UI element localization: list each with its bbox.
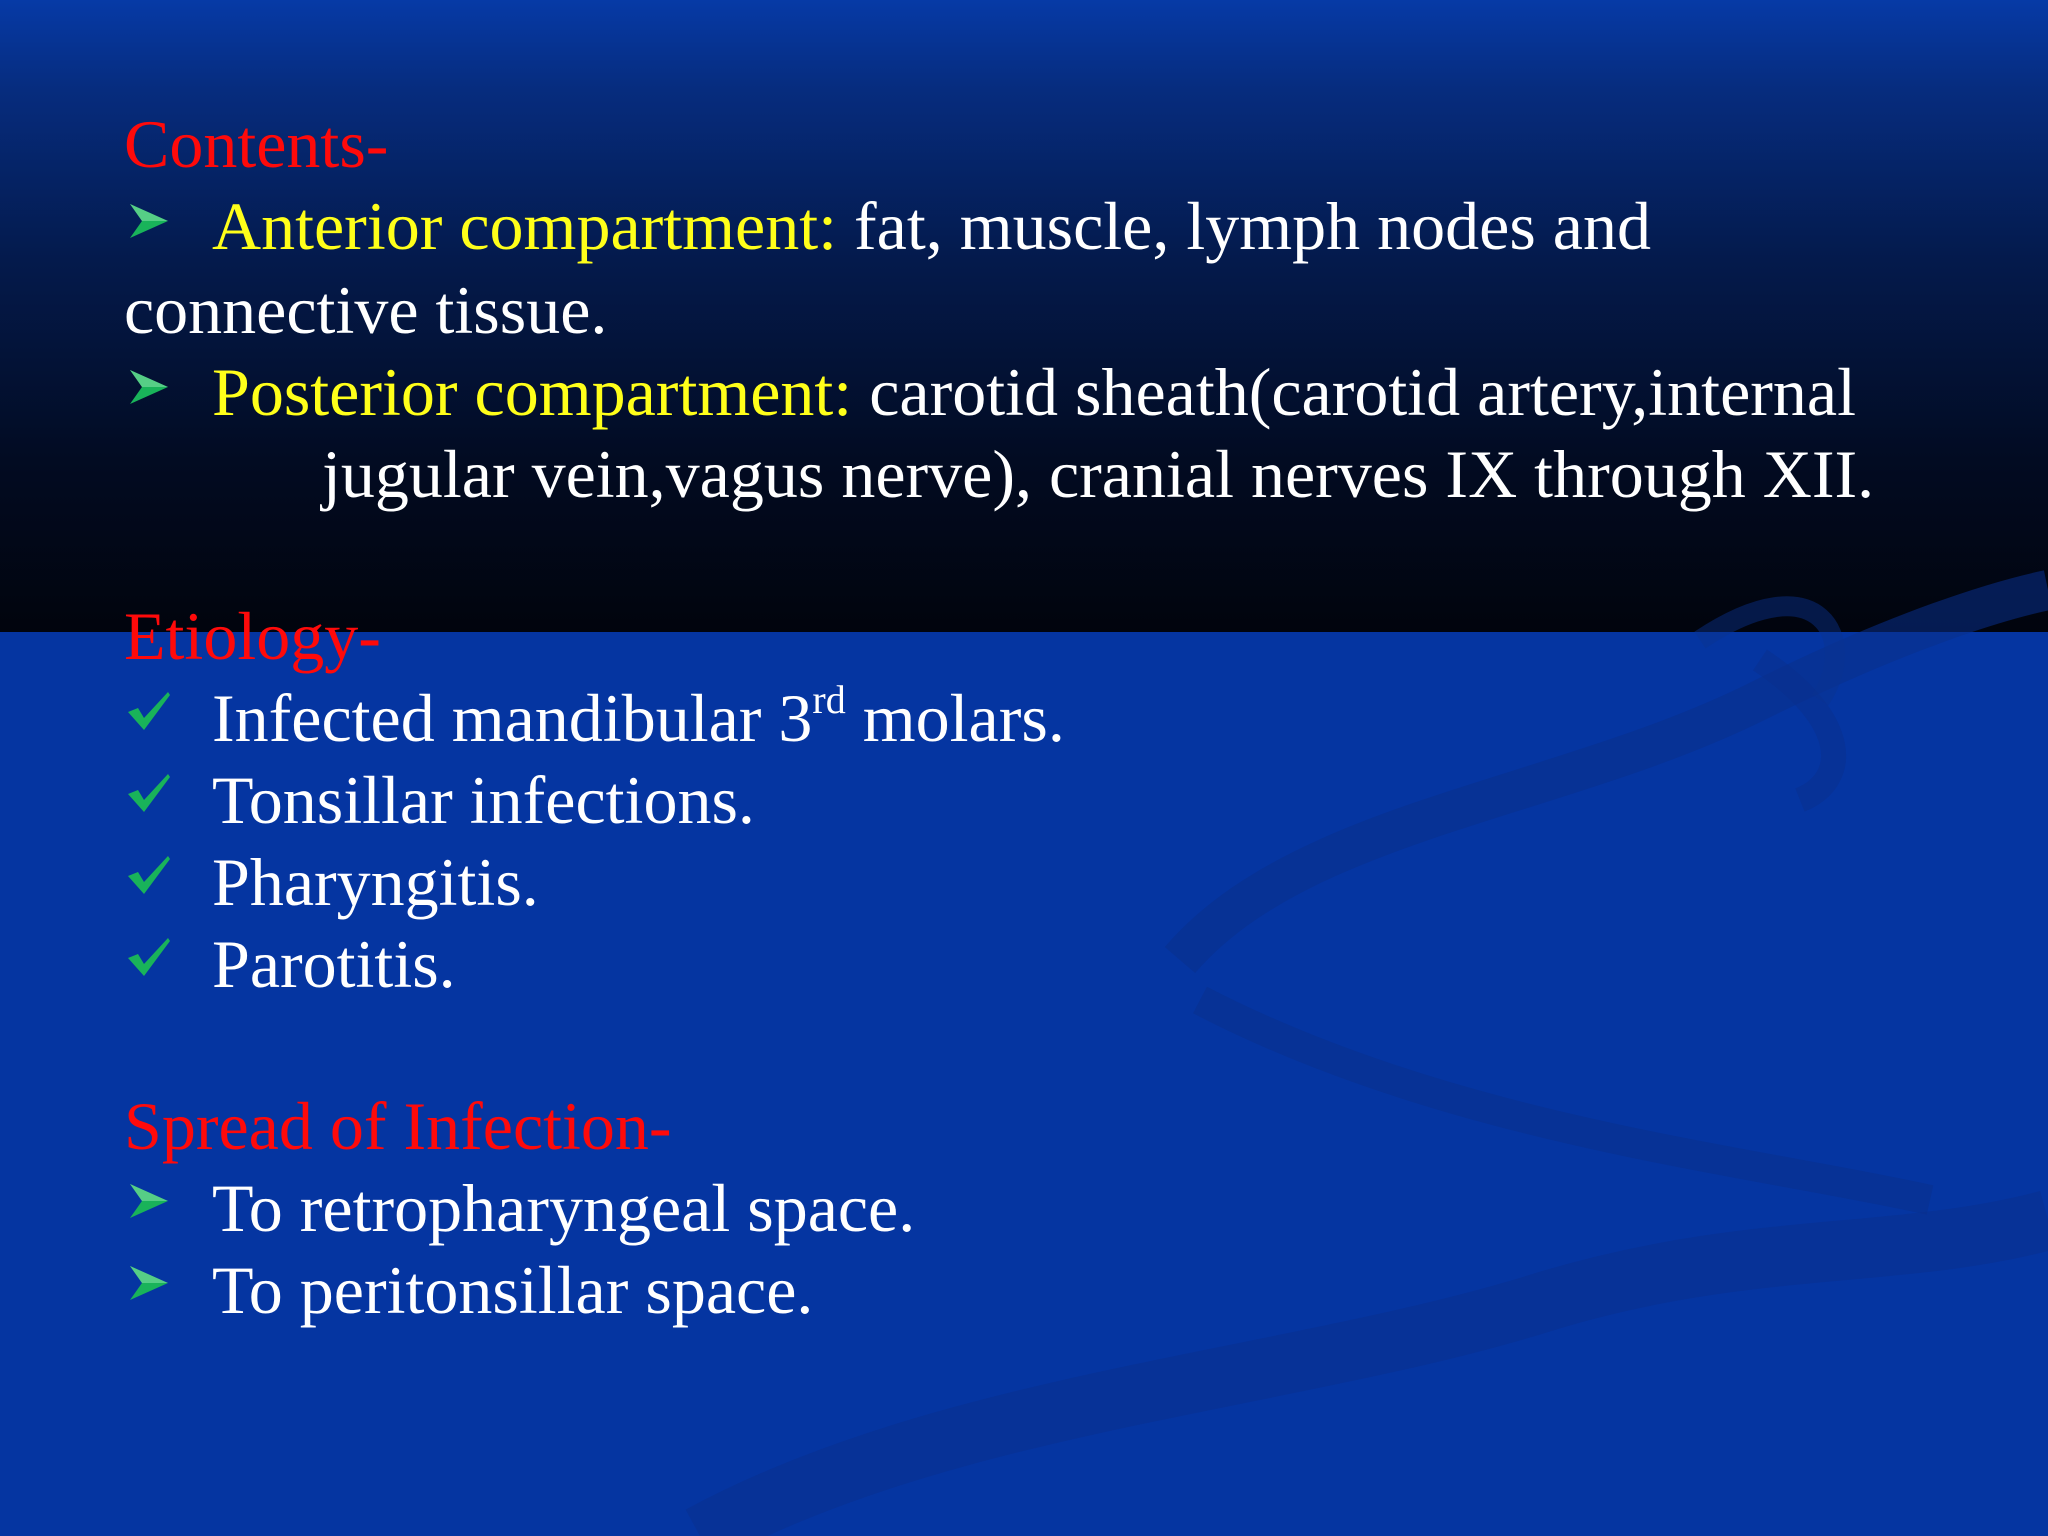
posterior-compartment-label: Posterior compartment: [212, 354, 853, 430]
etiology-item: Parotitis. [212, 926, 456, 1002]
etiology-item [212, 677, 1065, 756]
posterior-compartment-line [212, 354, 1856, 430]
anterior-compartment-text: fat, muscle, lymph nodes and [837, 188, 1651, 264]
etiology-item-text: Infected mandibular 3 [212, 680, 813, 756]
spread-heading: Spread of Infection- [124, 1088, 672, 1164]
checkmark-bullet-icon [124, 686, 174, 736]
arrowhead-bullet-icon [124, 362, 174, 412]
arrowhead-bullet-icon [124, 1176, 174, 1226]
etiology-item: Pharyngitis. [212, 844, 539, 920]
etiology-heading: Etiology- [124, 598, 381, 674]
spread-item: To peritonsillar space. [212, 1252, 814, 1328]
posterior-compartment-text: carotid sheath(carotid artery,internal [852, 354, 1856, 430]
spread-item: To retropharyngeal space. [212, 1170, 916, 1246]
anterior-compartment-continuation: connective tissue. [124, 272, 608, 348]
contents-heading: Contents- [124, 106, 389, 182]
checkmark-bullet-icon [124, 932, 174, 982]
etiology-item-text-end: molars. [845, 680, 1065, 756]
checkmark-bullet-icon [124, 768, 174, 818]
arrowhead-bullet-icon [124, 196, 174, 246]
etiology-item: Tonsillar infections. [212, 762, 755, 838]
posterior-compartment-continuation: jugular vein,vagus nerve), cranial nerves IX through XII. [322, 436, 1875, 512]
ordinal-superscript: rd [812, 677, 846, 722]
arrowhead-bullet-icon [124, 1258, 174, 1308]
anterior-compartment-label: Anterior compartment: [212, 188, 838, 264]
anterior-compartment-line [212, 188, 1651, 264]
checkmark-bullet-icon [124, 850, 174, 900]
